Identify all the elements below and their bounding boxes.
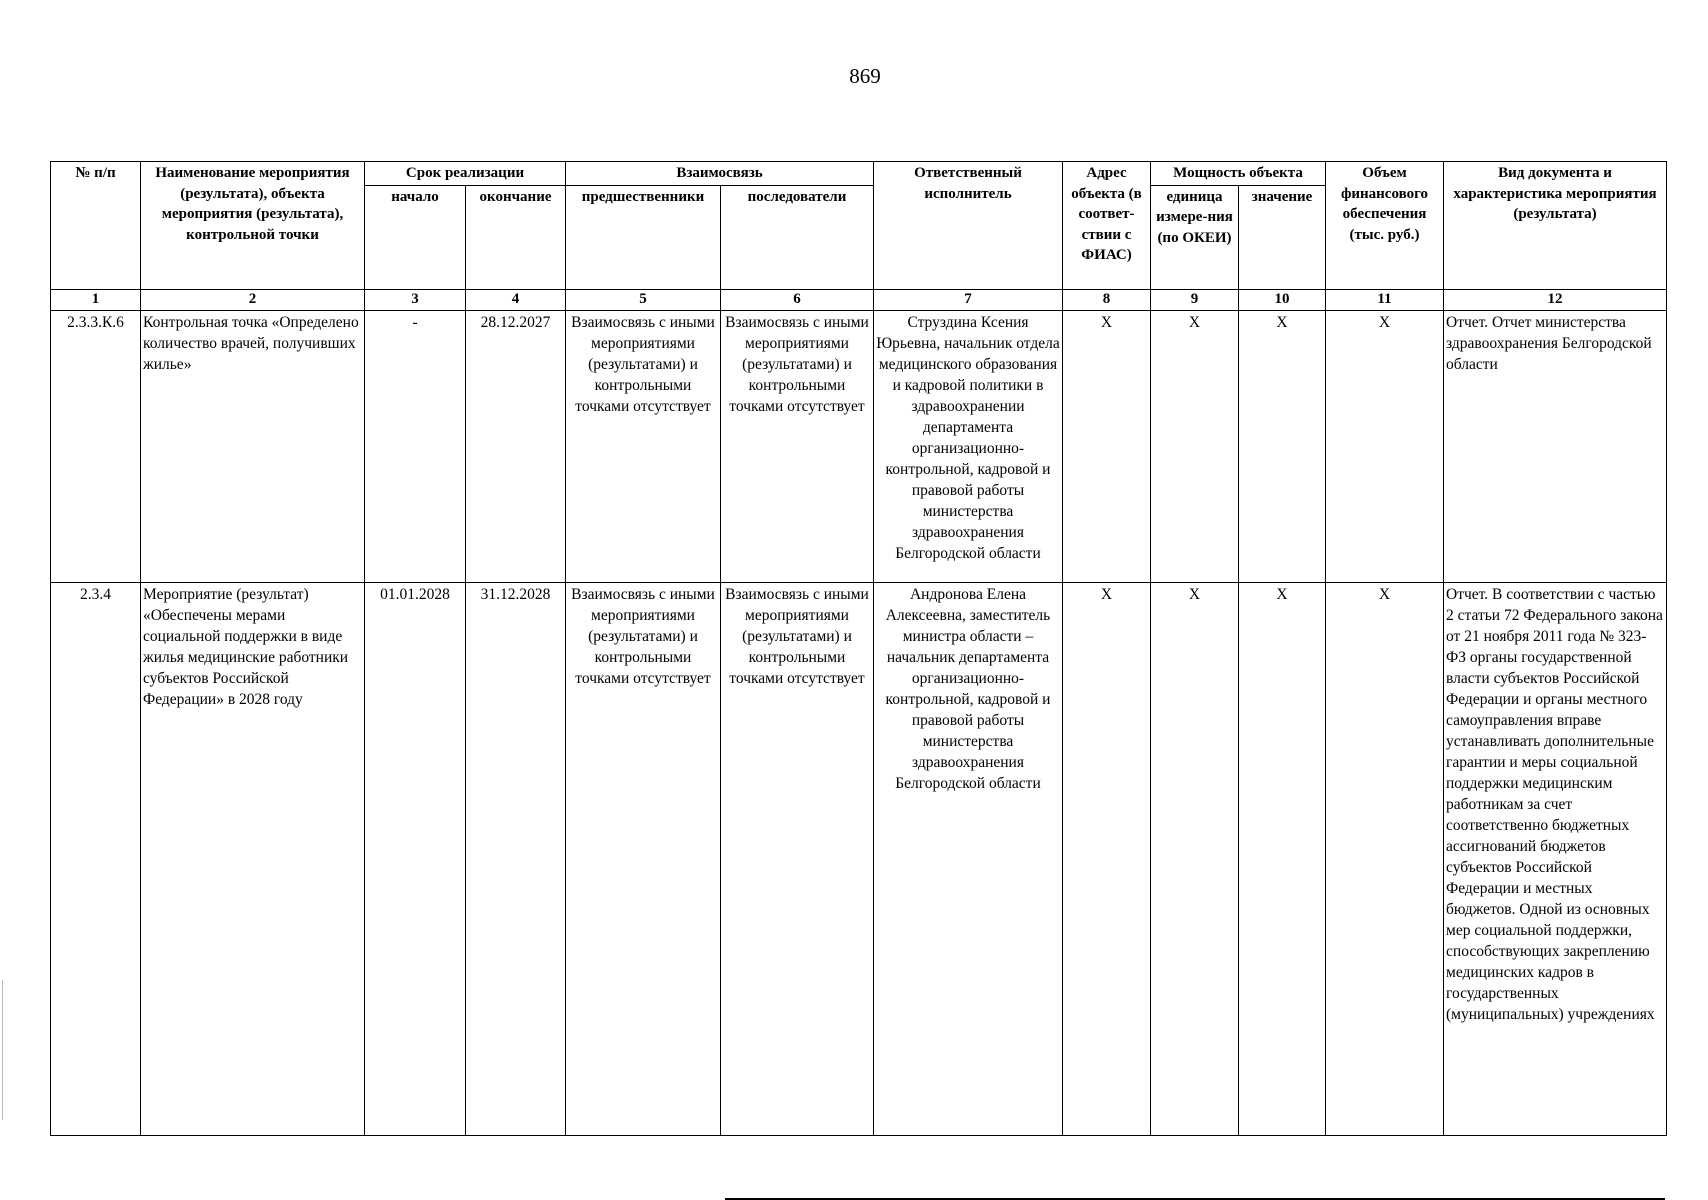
row-end: 28.12.2027 — [466, 310, 566, 582]
row-responsible: Струздина Ксения Юрьевна, начальник отдела медицинского образования и кадровой политики в здравоохранении департамента организационно-контрольной, кадровой и правовой работы министерства здравоохранения Белгородской области — [874, 310, 1063, 582]
row-document: Отчет. В соответствии с частью 2 статьи 72 Федерального закона от 21 ноября 2011 года № 323-ФЗ органы государственной власти субъектов Российской Федерации и органы местного самоуправления вправе устанавливать дополнительные гарантии и меры социальной поддержки медицинским работникам за счет соответственно бюджетных ассигнований бюджетов субъектов Российской Федерации и местных бюджетов. Одной из основных мер социальной поддержки, способствующих закреплению медицинских кадров в государственных (муниципальных) учреждениях — [1444, 582, 1667, 1136]
header-unit: единица измере-ния (по ОКЕИ) — [1151, 185, 1239, 289]
header-num: № п/п — [51, 162, 141, 290]
header-capacity: Мощность объекта — [1151, 162, 1326, 186]
table-row — [51, 582, 1667, 1136]
row-start: 01.01.2028 — [365, 582, 466, 1136]
row-predecessors: Взаимосвязь с иными мероприятиями (результатами) и контрольными точками отсутствует — [566, 582, 721, 1136]
row-address: X — [1063, 582, 1151, 1136]
header-start: начало — [365, 185, 466, 289]
column-number: 2 — [141, 289, 365, 310]
row-end: 31.12.2028 — [466, 582, 566, 1136]
row-unit: X — [1151, 582, 1239, 1136]
row-finance: X — [1326, 310, 1444, 582]
row-address: X — [1063, 310, 1151, 582]
row-value: X — [1239, 582, 1326, 1136]
header-name: Наименование мероприятия (результата), объекта мероприятия (результата), контрольной точки — [141, 162, 365, 290]
row-responsible: Андронова Елена Алексеевна, заместитель министра области – начальник департамента организационно-контрольной, кадровой и правовой работы министерства здравоохранения Белгородской области — [874, 582, 1063, 1136]
row-start: - — [365, 310, 466, 582]
table-row — [51, 310, 1667, 582]
page-number: 869 — [849, 64, 881, 88]
row-value: X — [1239, 310, 1326, 582]
header-period: Срок реализации — [365, 162, 566, 186]
column-number: 7 — [874, 289, 1063, 310]
column-number: 10 — [1239, 289, 1326, 310]
row-num: 2.3.4 — [51, 582, 141, 1136]
row-successors: Взаимосвязь с иными мероприятиями (результатами) и контрольными точками отсутствует — [721, 310, 874, 582]
row-successors: Взаимосвязь с иными мероприятиями (результатами) и контрольными точками отсутствует — [721, 582, 874, 1136]
header-end: окончание — [466, 185, 566, 289]
scan-edge-mark — [2, 980, 3, 1120]
column-number: 1 — [51, 289, 141, 310]
column-number: 8 — [1063, 289, 1151, 310]
column-number: 9 — [1151, 289, 1239, 310]
header-relation: Взаимосвязь — [566, 162, 874, 186]
header-responsible: Ответственный исполнитель — [874, 162, 1063, 290]
header-address: Адрес объекта (в соответ-ствии с ФИАС) — [1063, 162, 1151, 290]
column-numbers-row — [51, 289, 1667, 310]
column-number: 4 — [466, 289, 566, 310]
row-unit: X — [1151, 310, 1239, 582]
row-num: 2.3.3.К.6 — [51, 310, 141, 582]
column-number: 5 — [566, 289, 721, 310]
column-number: 3 — [365, 289, 466, 310]
row-finance: X — [1326, 582, 1444, 1136]
header-predecessors: предшественники — [566, 185, 721, 289]
header-successors: последователи — [721, 185, 874, 289]
row-name: Мероприятие (результат) «Обеспечены мерами социальной поддержки в виде жилья медицинские работники субъектов Российской Федерации» в 2028 году — [141, 582, 365, 1136]
column-number: 12 — [1444, 289, 1667, 310]
header-finance: Объем финансового обеспечения (тыс. руб.) — [1326, 162, 1444, 290]
column-number: 6 — [721, 289, 874, 310]
row-name: Контрольная точка «Определено количество врачей, получивших жилье» — [141, 310, 365, 582]
row-predecessors: Взаимосвязь с иными мероприятиями (результатами) и контрольными точками отсутствует — [566, 310, 721, 582]
column-number: 11 — [1326, 289, 1444, 310]
row-document: Отчет. Отчет министерства здравоохранения Белгородской области — [1444, 310, 1667, 582]
header-value: значение — [1239, 185, 1326, 289]
header-document: Вид документа и характеристика мероприятия (результата) — [1444, 162, 1667, 290]
activities-table — [50, 161, 1667, 1136]
